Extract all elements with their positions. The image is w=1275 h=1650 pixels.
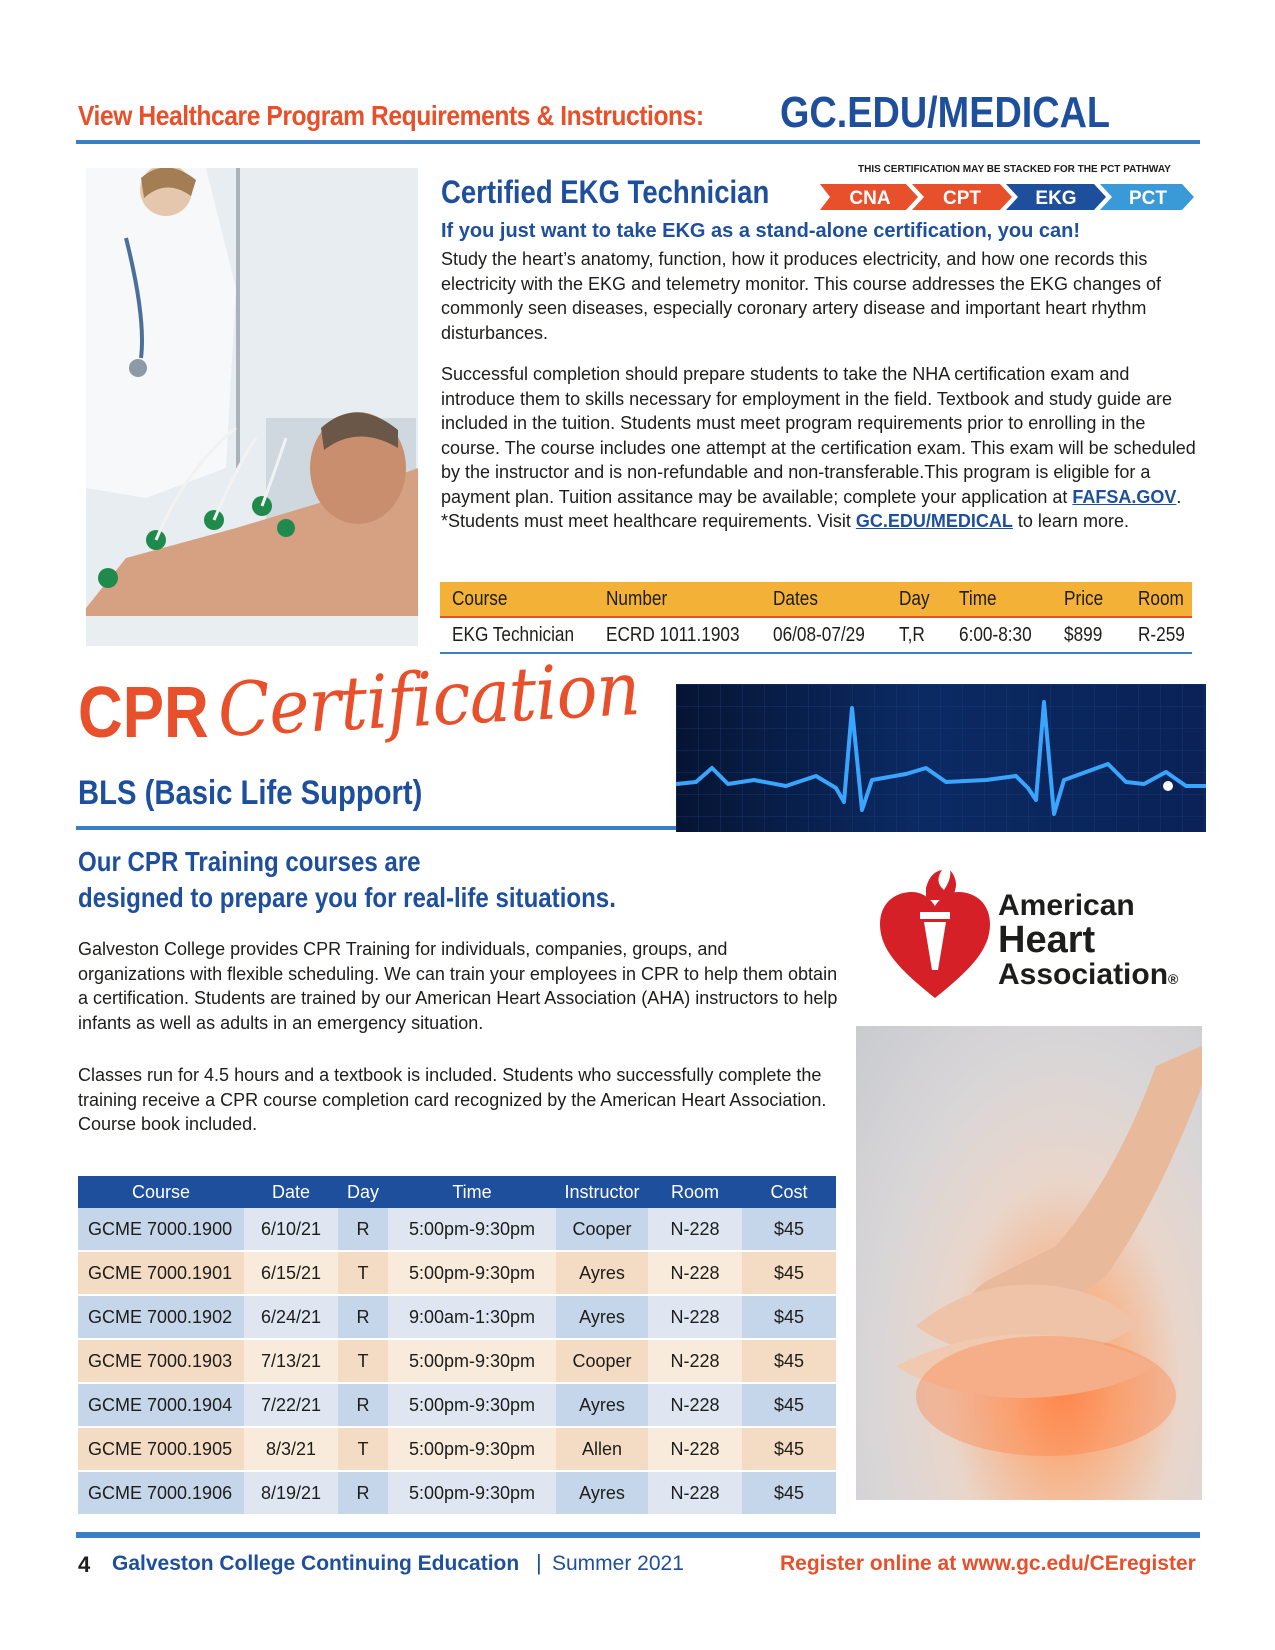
cpr-cell-cost: $45 [742,1252,836,1296]
table-row [78,1340,836,1384]
cpr-col-room: Room [648,1176,742,1208]
medical-link[interactable]: GC.EDU/MEDICAL [855,511,1013,531]
cpr-cell-date: 6/24/21 [244,1296,338,1340]
cpr-col-time: Time [388,1176,556,1208]
cpr-cell-date: 7/22/21 [244,1384,338,1428]
ekg-cell-dates: 06/08-07/29 [773,623,866,646]
cpr-cell-cost: $45 [742,1340,836,1384]
cpr-cell-time: 5:00pm-9:30pm [388,1472,556,1516]
registered-mark: ® [1168,971,1179,987]
certification-script-heading: Certification [215,645,642,754]
aha-line-heart: Heart [998,919,1096,961]
cpr-cell-time: 5:00pm-9:30pm [388,1340,556,1384]
ekg-patient-photo [86,168,418,646]
cpr-cell-day: T [338,1252,388,1296]
cpr-cell-course: GCME 7000.1902 [78,1296,244,1340]
cpr-cell-time: 9:00am-1:30pm [388,1296,556,1340]
header-medical-link[interactable]: GC.EDU/MEDICAL [780,88,1111,137]
table-row [78,1208,836,1252]
cpr-heading: CPR [78,673,209,753]
pathway-cpt: CPT [943,188,981,209]
cpr-cell-room: N-228 [648,1208,742,1252]
aha-association-text: Association [998,958,1169,991]
cpr-col-course: Course [78,1176,244,1208]
ekg-col-price: Price [1064,587,1104,610]
ekg-details-text-c: to learn more. [1017,511,1129,531]
ekg-title: Certified EKG Technician [441,174,770,210]
ekg-cell-day: T,R [899,623,925,646]
cpr-cell-instructor: Cooper [556,1208,648,1252]
cpr-tagline-line2: designed to prepare you for real-life situations. [78,882,616,913]
cpr-cell-date: 6/10/21 [244,1208,338,1252]
cpr-cell-day: R [338,1384,388,1428]
table-row [78,1428,836,1472]
table-row [78,1296,836,1340]
cpr-cell-cost: $45 [742,1296,836,1340]
ekg-col-room: Room [1137,587,1184,610]
cpr-cell-course: GCME 7000.1905 [78,1428,244,1472]
cpr-cell-day: T [338,1428,388,1472]
cpr-cell-course: GCME 7000.1901 [78,1252,244,1296]
cpr-cell-day: T [338,1340,388,1384]
ekg-cell-course: EKG Technician [452,623,575,646]
pathway-note: THIS CERTIFICATION MAY BE STACKED FOR THE PCT PATHWAY [858,164,1171,175]
cpr-cell-room: N-228 [648,1384,742,1428]
ekg-course-table [440,582,1192,654]
cpr-divider [76,826,676,830]
ekg-col-day: Day [899,587,930,610]
cpr-col-instructor: Instructor [556,1176,648,1208]
footer-organization: Galveston College Continuing Education [112,1552,520,1575]
heartbeat-banner-image [676,684,1206,832]
register-online-link[interactable]: Register online at www.gc.edu/CEregister [780,1552,1196,1575]
cpr-cell-course: GCME 7000.1906 [78,1472,244,1516]
cpr-cell-room: N-228 [648,1296,742,1340]
cpr-course-table [78,1176,836,1516]
cpr-cell-time: 5:00pm-9:30pm [388,1208,556,1252]
footer-separator: | [536,1550,542,1575]
cpr-cell-date: 8/19/21 [244,1472,338,1516]
cpr-cell-day: R [338,1472,388,1516]
cpr-cell-instructor: Ayres [556,1296,648,1340]
fafsa-link[interactable]: FAFSA.GOV [1072,486,1177,507]
aha-line-american: American [998,889,1135,922]
ekg-col-course: Course [452,587,508,610]
bls-subtitle: BLS (Basic Life Support) [78,774,423,812]
cpr-cell-room: N-228 [648,1252,742,1296]
cpr-col-cost: Cost [742,1176,836,1208]
ekg-table-header [440,582,1192,617]
ekg-cell-time: 6:00-8:30 [958,623,1032,646]
ekg-details [441,362,1206,534]
footer-divider [76,1532,1200,1538]
cpr-cell-instructor: Ayres [556,1252,648,1296]
heart-torch-icon [880,870,990,1000]
ekg-details-text: Successful completion should prepare students to take the NHA certification exam and introduce them to skills necessary for employment in the field. Textbook and study guide are included in the tuition. Students must meet program requirements prior to enrolling in the course. The course includes one attempt at the certification exam. This exam will be scheduled by the instructor and is non-refundable and non-transferable.This program is eligible for a payment plan. Tuition assitance may be available; complete your application at [441,364,1196,507]
cpr-cell-time: 5:00pm-9:30pm [388,1252,556,1296]
pathway-ekg: EKG [1035,188,1077,209]
cpr-cell-course: GCME 7000.1900 [78,1208,244,1252]
table-row [78,1384,836,1428]
cpr-cell-cost: $45 [742,1428,836,1472]
cpr-cell-instructor: Ayres [556,1384,648,1428]
cpr-cell-time: 5:00pm-9:30pm [388,1384,556,1428]
ekg-details-text-b: . *Students must meet healthcare requirements. Visit [441,486,1182,531]
pathway-cna: CNA [849,188,891,209]
header-lead-text: View Healthcare Program Requirements & Instructions: [78,100,704,131]
aha-line-association [998,958,1178,996]
cpr-cell-cost: $45 [742,1208,836,1252]
cpr-cell-day: R [338,1208,388,1252]
cpr-cell-instructor: Ayres [556,1472,648,1516]
cpr-cell-instructor: Allen [556,1428,648,1472]
ekg-col-time: Time [958,587,997,610]
cpr-col-day: Day [338,1176,388,1208]
cpr-table-header [78,1176,836,1208]
cpr-cell-course: GCME 7000.1903 [78,1340,244,1384]
page-header [78,86,1198,146]
ekg-col-number: Number [605,587,668,610]
cpr-cell-room: N-228 [648,1428,742,1472]
pathway-pct: PCT [1129,188,1167,209]
cpr-cell-time: 5:00pm-9:30pm [388,1428,556,1472]
cpr-tagline-line1: Our CPR Training courses are [78,846,421,877]
cpr-col-date: Date [244,1176,338,1208]
cpr-cell-room: N-228 [648,1340,742,1384]
ekg-description: Study the heart’s anatomy, function, how it produces electricity, and how one records this electricity with the EKG and telemetry monitor. This course addresses the EKG changes of commonly seen diseases, especially coronary artery disease and important heart rhythm disturbances. [441,249,1162,343]
cpr-cell-date: 6/15/21 [244,1252,338,1296]
cpr-hands-photo [856,1026,1202,1500]
cpr-cell-date: 7/13/21 [244,1340,338,1384]
table-row [78,1252,836,1296]
cpr-cell-day: R [338,1296,388,1340]
ekg-cell-price: $899 [1064,623,1103,646]
header-divider [76,140,1200,144]
cpr-cell-cost: $45 [742,1384,836,1428]
cpr-cell-date: 8/3/21 [244,1428,338,1472]
ekg-subtitle: If you just want to take EKG as a stand-alone certification, you can! [441,220,1081,242]
cpr-class-details: Classes run for 4.5 hours and a textbook is included. Students who successfully complete the training receive a CPR course completion card recognized by the American Heart Association. Course book included. [78,1065,827,1134]
ekg-cell-room: R-259 [1137,623,1185,646]
ekg-cell-number: ECRD 1011.1903 [605,623,740,646]
cpr-cell-course: GCME 7000.1904 [78,1384,244,1428]
ekg-col-dates: Dates [773,587,819,610]
footer-season: Summer 2021 [552,1552,684,1575]
cpr-description: Galveston College provides CPR Training for individuals, companies, groups, and organizations with flexible scheduling. We can train your employees in CPR to help them obtain a certification. Students are trained by our American Heart Association (AHA) instructors to help infants as well as adults in an emergency situation. [78,939,838,1033]
aha-logo [880,870,1210,1000]
cpr-cell-instructor: Cooper [556,1340,648,1384]
cpr-tagline [78,844,616,916]
cpr-cell-cost: $45 [742,1472,836,1516]
table-row [440,617,1192,653]
cpr-cell-room: N-228 [648,1472,742,1516]
page-number: 4 [78,1552,91,1577]
table-row [78,1472,836,1516]
pathway-chevrons [820,182,1194,212]
